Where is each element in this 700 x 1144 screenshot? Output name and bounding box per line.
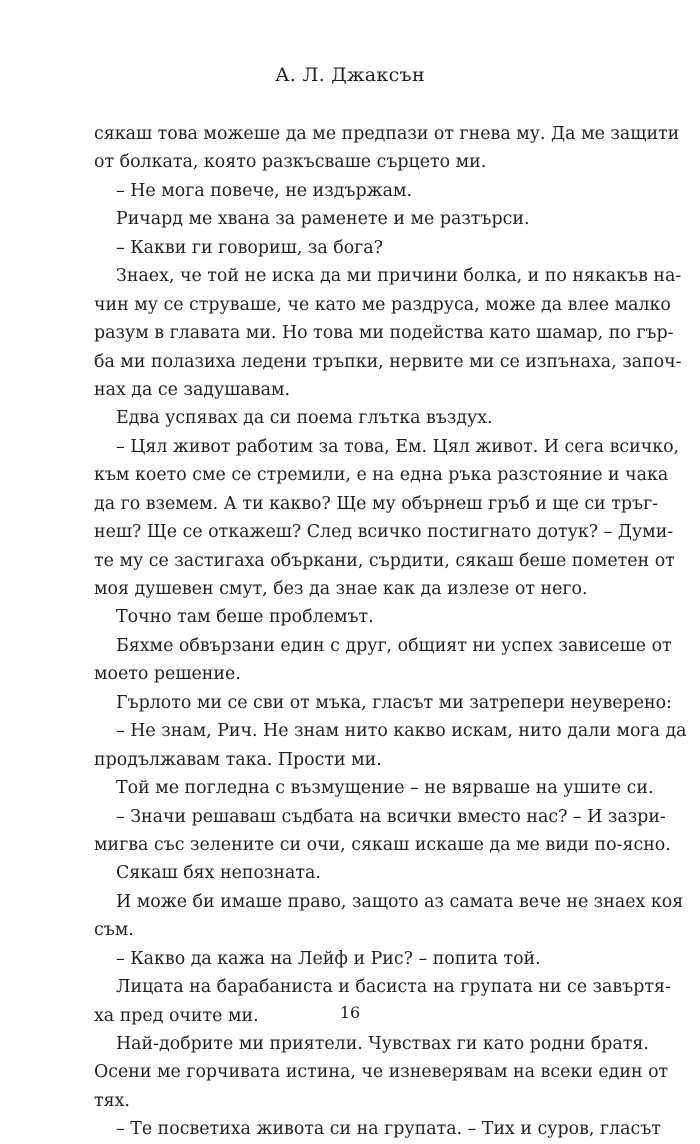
- text-line: Бяхме обвързани един с друг, общият ни успех зависеше от: [116, 635, 672, 656]
- text-line: ба ми полазиха ледени тръпки, нервите ми се изпънаха, започ-: [94, 351, 682, 372]
- text-line: – Те посветиха живота си на групата. – Тих и суров, гласът: [116, 1119, 661, 1140]
- text-line: Знаех, че той не иска да ми причини болка, и по някакъв на-: [116, 266, 682, 287]
- text-line: моето решение.: [94, 664, 241, 685]
- text-line: – Значи решаваш съдбата на всички вместо нас? – И зазри-: [116, 806, 666, 827]
- text-line: продължавам така. Прости ми.: [94, 749, 382, 770]
- text-line: неш? Ще се откажеш? След всичко постигнато дотук? – Думи-: [94, 522, 674, 543]
- text-line: – Какво да кажа на Лейф и Рис? – попита той.: [116, 948, 541, 969]
- text-line: чин му се струваше, че като ме раздруса, може да влее малко: [94, 294, 671, 315]
- text-line: Осени ме горчивата истина, че изневерявам на всеки един от: [94, 1062, 669, 1083]
- running-header-author: А. Л. Джаксън: [275, 64, 425, 86]
- page-number: 16: [339, 1003, 361, 1022]
- text-line: моя душевен смут, без да знае как да излезе от него.: [94, 579, 588, 599]
- text-line: – Не знам, Рич. Не знам нито какво искам, нито дали мога да: [116, 721, 687, 742]
- text-line: Най-добрите ми приятели. Чувствах ги като родни братя.: [116, 1034, 649, 1054]
- text-line: сякаш това можеше да ме предпази от гнева му. Да ме защити: [94, 124, 680, 144]
- text-line: да го вземем. А ти какво? Ще му обърнеш гръб и ще си тръг-: [94, 493, 659, 514]
- text-line: – Цял живот работим за това, Ем. Цял живот. И сега всичко,: [116, 436, 680, 457]
- text-line: Точно там беше проблемът.: [116, 607, 374, 628]
- body-text: [94, 120, 687, 1144]
- text-line: те му се застигаха объркани, сърдити, сякаш беше пометен от: [94, 550, 675, 571]
- text-line: Гърлото ми се сви от мъка, гласът ми затрепери неуверено:: [116, 692, 672, 713]
- text-line: И може би имаше право, защото аз самата вече не знаех коя: [116, 891, 684, 912]
- text-line: от болката, която разкъсваше сърцето ми.: [94, 152, 487, 173]
- text-line: тях.: [94, 1090, 130, 1111]
- text-line: – Какви ги говориш, за бога?: [116, 237, 383, 258]
- text-line: Ричард ме хвана за раменете и ме разтърси.: [116, 209, 530, 230]
- text-line: съм.: [94, 920, 134, 941]
- text-line: нах да се задушавам.: [94, 379, 291, 400]
- text-line: Лицата на барабаниста и басиста на групата ни се завъртя-: [116, 977, 671, 998]
- text-line: Едва успявах да си поема глътка въздух.: [116, 408, 493, 429]
- text-line: Той ме погледна с възмущение – не вярваше на ушите си.: [116, 778, 654, 799]
- text-line: ха пред очите ми.: [94, 1005, 259, 1026]
- text-line: – Не мога повече, не издържам.: [116, 180, 413, 201]
- text-line: към което сме се стремили, е на една ръка разстояние и чака: [94, 465, 669, 486]
- text-line: разум в главата ми. Но това ми подейства като шамар, по гър-: [94, 323, 674, 344]
- text-line: мигва със зелените си очи, сякаш искаше да ме види по-ясно.: [94, 834, 671, 855]
- text-line: Сякаш бях непозната.: [116, 863, 321, 884]
